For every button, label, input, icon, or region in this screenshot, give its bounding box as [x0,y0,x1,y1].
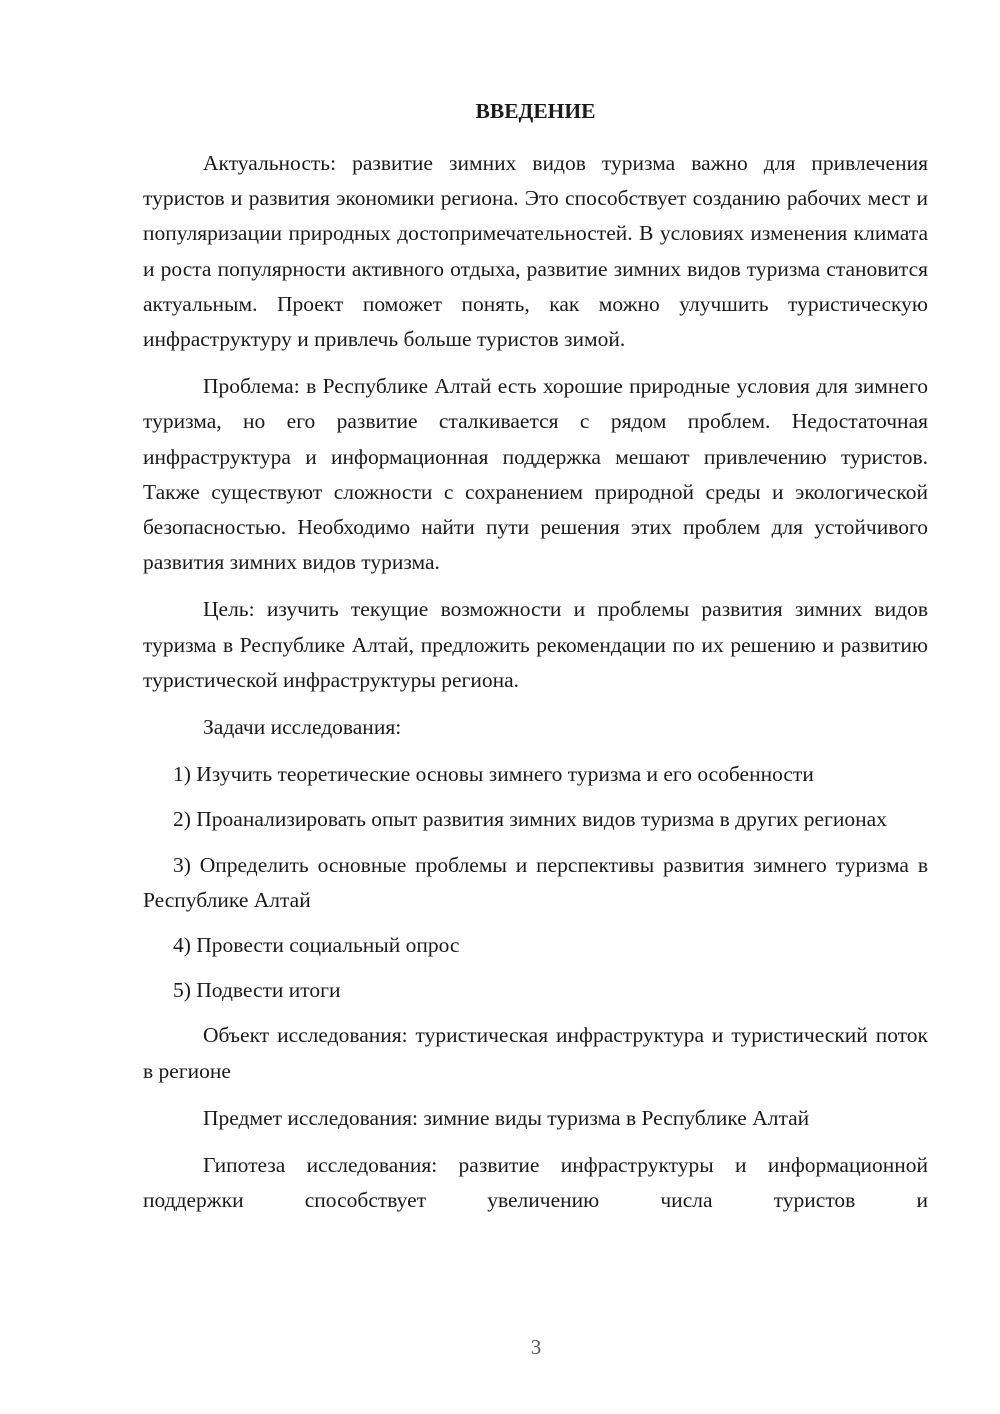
paragraph-hypothesis: Гипотеза исследования: развитие инфраструктуры и информационной поддержки способствует увеличению числа туристов и [143,1153,928,1213]
paragraph-subject: Предмет исследования: зимние виды туризма в Республике Алтай [203,1105,810,1130]
task-item-1: 1) Изучить теоретические основы зимнего туризма и его особенности [173,762,814,787]
tasks-heading: Задачи исследования: [203,715,402,740]
page-number: 3 [530,1335,542,1359]
paragraph-problem: Проблема: в Республике Алтай есть хорошие природные условия для зимнего туризма, но его развитие сталкивается с рядом проблем. Недостаточная инфраструктура и информационная поддержка мешают привлечению туристов. Также существуют сложности с сохранением природной среды и экологической безопасностью. Необходимо найти пути решения этих проблем для устойчивого развития зимних видов туризма. [143,374,928,575]
task-item-5: 5) Подвести итоги [173,978,341,1003]
document-body [143,94,928,1230]
task-item-3: 3) Определить основные проблемы и перспективы развития зимнего туризма в Республике Алтай [143,852,928,912]
paragraph-relevance: Актуальность: развитие зимних видов туризма важно для привлечения туристов и развития экономики региона. Это способствует созданию рабочих мест и популяризации природных достопримечательностей. В условиях изменения климата и роста популярности активного отдыха, развитие зимних видов туризма становится актуальным. Проект поможет понять, как можно улучшить туристическую инфраструктуру и привлечь больше туристов зимой. [143,151,928,352]
paragraph-object: Объект исследования: туристическая инфраструктура и туристический поток в регионе [143,1023,928,1083]
paragraph-goal: Цель: изучить текущие возможности и проблемы развития зимних видов туризма в Республике Алтай, предложить рекомендации по их решению и развитию туристической инфраструктуры региона. [143,597,928,692]
task-item-2: 2) Проанализировать опыт развития зимних видов туризма в других регионах [173,807,887,832]
task-item-4: 4) Провести социальный опрос [173,933,460,958]
page-title: ВВЕДЕНИЕ [475,99,596,123]
